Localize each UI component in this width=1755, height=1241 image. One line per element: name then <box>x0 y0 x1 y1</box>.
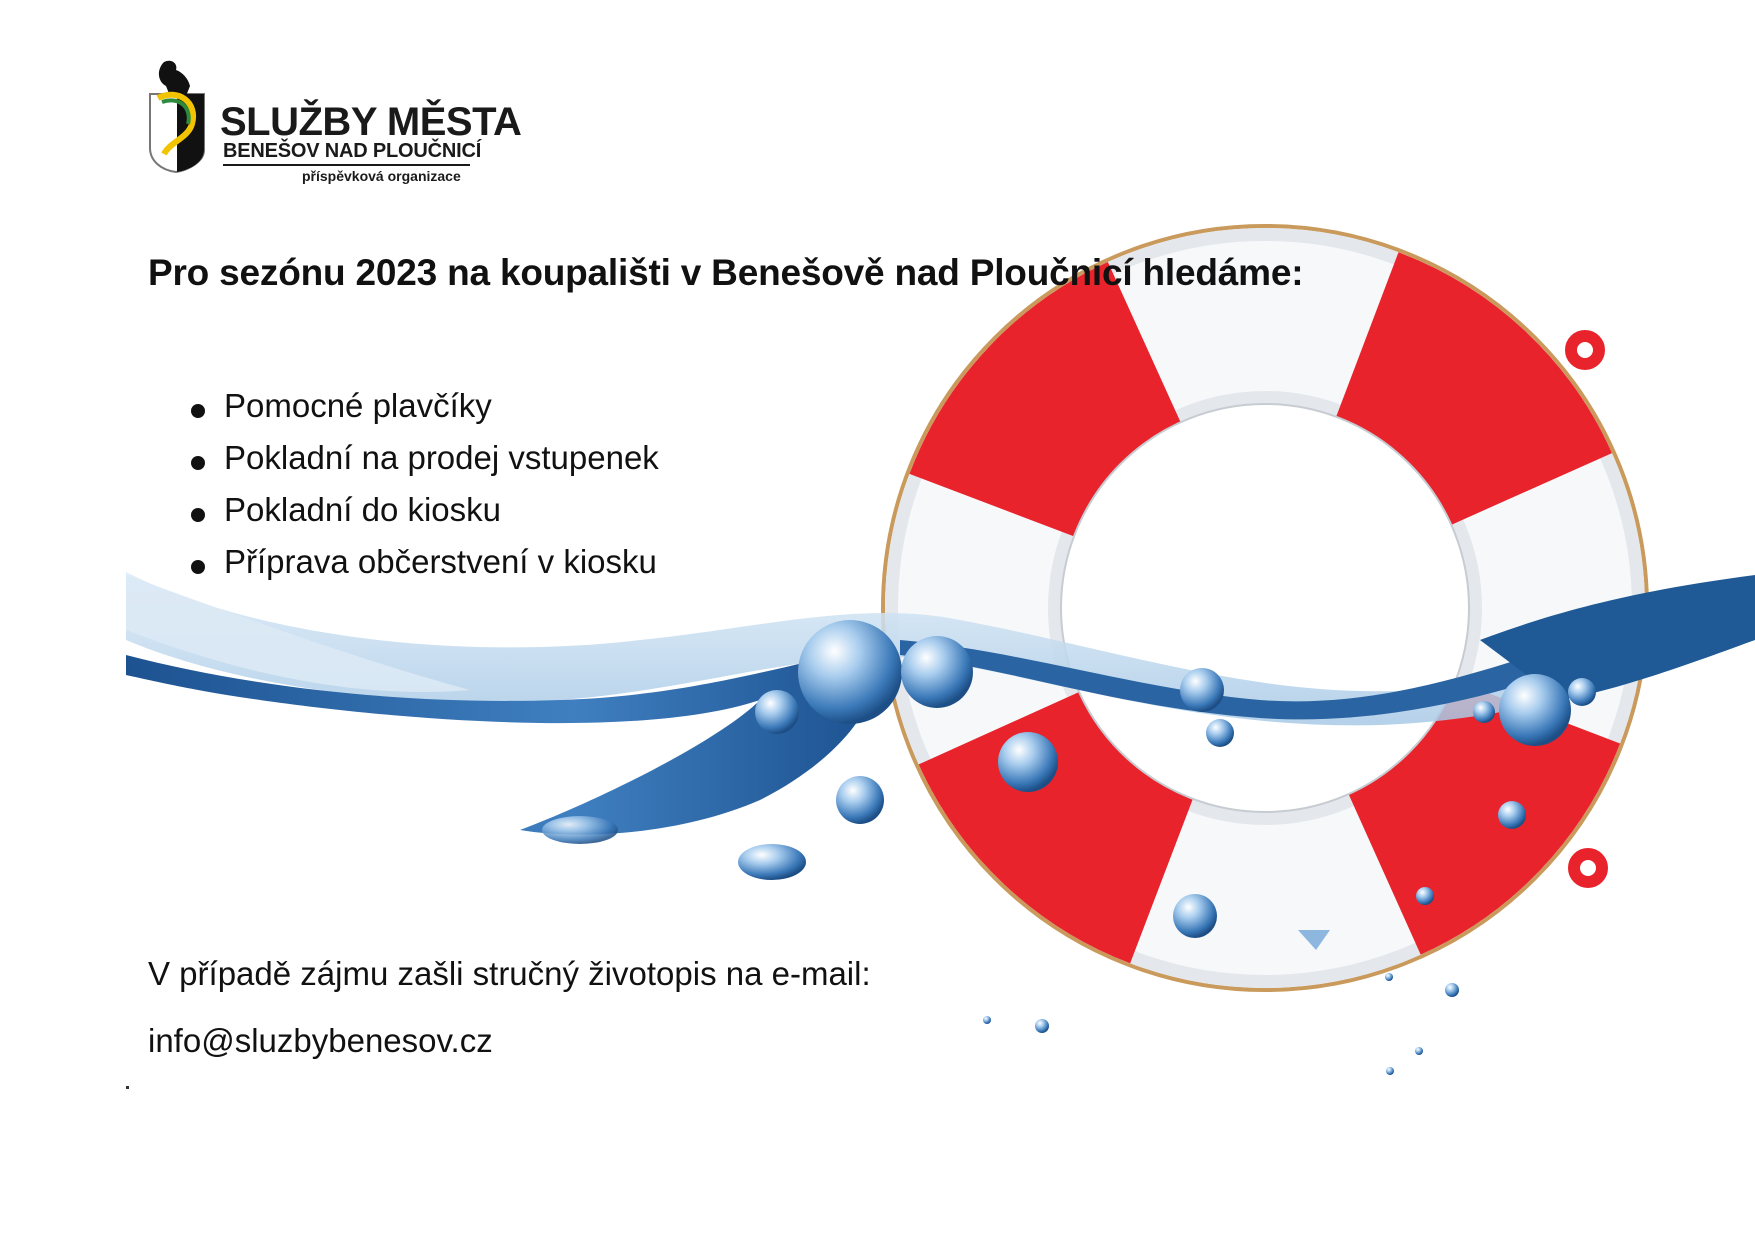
logo-org-type: příspěvková organizace <box>302 168 461 184</box>
logo-subtitle: BENEŠOV NAD PLOUČNICÍ <box>223 140 482 162</box>
bullet-icon <box>191 508 205 522</box>
logo-title: SLUŽBY MĚSTA <box>220 100 522 144</box>
contact-text: V případě zájmu zašli stručný životopis na e-mail: <box>148 955 871 992</box>
list-item-label: Pokladní na prodej vstupenek <box>224 439 659 476</box>
bullet-icon <box>191 560 205 574</box>
list-item-label: Příprava občerstvení v kiosku <box>224 543 657 580</box>
page-heading: Pro sezónu 2023 na koupališti v Benešově nad Ploučnicí hledáme: <box>148 252 1304 293</box>
beaver-shield-emblem <box>148 58 228 176</box>
list-item-label: Pokladní do kiosku <box>224 491 502 528</box>
stray-dot <box>126 1086 129 1089</box>
lifebuoy-ring <box>885 228 1645 988</box>
contact-email[interactable]: info@sluzbybenesov.cz <box>148 1022 493 1059</box>
logo-divider <box>223 164 470 166</box>
bullet-icon <box>191 456 205 470</box>
logo <box>148 58 522 188</box>
list-item-label: Pomocné plavčíky <box>224 387 492 424</box>
bullet-icon <box>191 404 205 418</box>
